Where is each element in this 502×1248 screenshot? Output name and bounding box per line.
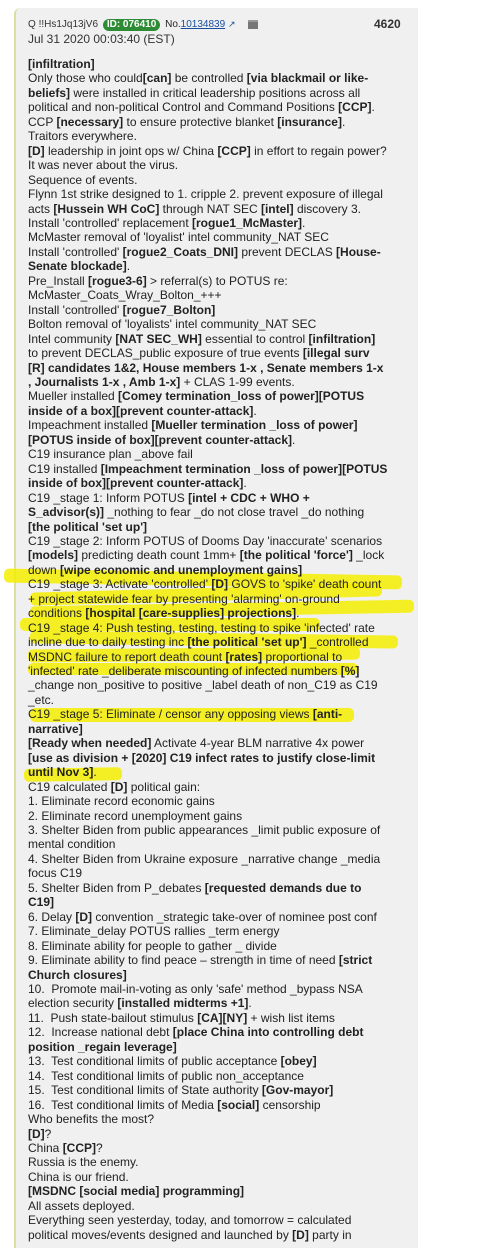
bold-text: [obey]: [280, 1054, 317, 1069]
post-line: [28, 1011, 408, 1025]
text: election security: [28, 996, 118, 1011]
bold-text: inside of box][prevent counter-attack]: [28, 476, 244, 491]
text: _nothing to fear _do not close travel _do nothing: [104, 505, 365, 520]
bold-text: [CCP]: [217, 143, 251, 158]
text: be controlled: [171, 71, 247, 86]
bold-text: inside of a box][prevent counter-attack]: [28, 403, 254, 418]
post-line: [28, 361, 408, 375]
bold-text: [%]: [340, 664, 360, 679]
text: leadership in joint ops w/ China: [44, 143, 218, 158]
post-line: [28, 259, 408, 273]
post-line: [28, 809, 408, 823]
text: Flynn 1st strike designed to 1. cripple 2. prevent exposure of illegal: [28, 187, 383, 202]
text: censorship: [259, 1097, 321, 1112]
bold-text: [Mueller termination _loss of power]: [151, 418, 358, 433]
post-line: [28, 418, 408, 432]
post-line: [28, 462, 408, 476]
text: Mueller installed: [28, 389, 119, 404]
text: to ensure protective blanket: [123, 114, 278, 129]
text: 14. Test conditional limits of public non_acceptance: [28, 1068, 304, 1083]
post-line: [28, 606, 408, 620]
bold-text: [POTUS inside of box][prevent counter-attack]: [28, 432, 293, 447]
text: political moves/events designed and launched by: [28, 1227, 293, 1242]
post-line: [28, 404, 408, 418]
text: .: [302, 215, 306, 230]
text: 5. Shelter Biden from P_debates: [28, 880, 205, 895]
text: proportional to: [262, 649, 343, 664]
bold-text: [via blackmail or like-: [246, 71, 369, 86]
post-line: [28, 144, 408, 158]
poster-id-badge[interactable]: ID: 076410: [103, 19, 160, 31]
text: Intel community: [28, 331, 116, 346]
text: MSDNC failure to report death count: [28, 649, 226, 664]
bold-text: [D]: [211, 577, 229, 592]
post-line: [28, 1040, 408, 1054]
post-line: [28, 621, 408, 635]
text: to prevent DECLAS_public exposure of true events: [28, 346, 303, 361]
text: Sequence of events.: [28, 172, 138, 187]
post-line: [28, 303, 408, 317]
post-timestamp: Jul 31 2020 00:03:40 (EST): [28, 32, 175, 46]
bold-text: [the political 'set up']: [187, 635, 307, 650]
post-line: [28, 1184, 408, 1198]
text: 8. Eliminate ability for people to gather _ divide: [28, 938, 277, 953]
bold-text: [hospital [care-supplies] projections]: [85, 606, 297, 621]
post-line: [28, 491, 408, 505]
post-line: [28, 635, 408, 649]
text: .: [93, 765, 97, 780]
bold-text: [R] candidates 1&2, House members 1-x , Senate members 1-x: [28, 360, 384, 375]
post-line: [28, 1141, 408, 1155]
text: CCP: [28, 114, 57, 129]
drop-number: 4620: [374, 17, 401, 31]
bold-text: [NAT SEC_WH]: [115, 331, 202, 346]
bold-text: [rogue2_Coats_DNI]: [122, 244, 238, 259]
post-line: [28, 910, 408, 924]
text: down: [28, 562, 61, 577]
post-line: [28, 1170, 408, 1184]
post-line: [28, 693, 408, 707]
bold-text: [CCP]: [62, 1140, 97, 1155]
post-line: [28, 968, 408, 982]
bold-text: [models]: [28, 548, 79, 563]
post-line: [28, 389, 408, 403]
text: GOVS to 'spike' death count: [228, 577, 382, 592]
post-line: [28, 751, 408, 765]
text: 12. Increase national debt: [28, 1025, 173, 1040]
bold-text: S_advisor(s)]: [28, 505, 105, 520]
text: through NAT SEC: [159, 201, 261, 216]
post-line: [28, 794, 408, 808]
text: C19 _stage 1: Inform POTUS: [28, 490, 189, 505]
post-line: [28, 100, 408, 114]
post-line: [28, 1054, 408, 1068]
external-link-icon[interactable]: ↗: [227, 19, 236, 29]
text: C19 _stage 5: Eliminate / censor any opposing views: [28, 707, 313, 722]
post-header: [28, 19, 258, 31]
text: _controlled: [306, 635, 369, 650]
text: .: [248, 996, 252, 1011]
text: .: [371, 100, 375, 115]
text: .: [126, 259, 131, 274]
text: in effort to regain power?: [250, 143, 387, 158]
post-line: [28, 765, 408, 779]
text: C19 _stage 3: Activate 'controlled': [28, 577, 212, 592]
post-line: [28, 86, 408, 100]
text: C19 insurance plan _above fail: [28, 447, 193, 462]
post-line: [28, 664, 408, 678]
tripcode: !!Hs1Jq13jV6: [38, 19, 99, 30]
text: 13. Test conditional limits of public acceptance: [28, 1054, 281, 1069]
text: C19 _stage 4: Push testing, testing, testing to spike 'infected' rate: [28, 620, 375, 635]
bold-text: position _regain leverage]: [28, 1039, 177, 1054]
post-line: [28, 837, 408, 851]
text: .: [243, 476, 247, 491]
bold-text: [Impeachment termination _loss of power][POTUS: [100, 461, 388, 476]
post-line: [28, 678, 408, 692]
bold-text: [D]: [28, 143, 45, 158]
text: Traitors everywhere.: [28, 129, 137, 144]
post-line: [28, 1199, 408, 1213]
text: .: [292, 432, 296, 447]
bold-text: [the political 'set up']: [28, 519, 148, 534]
bold-text: [insurance]: [277, 114, 342, 129]
post-line: [28, 476, 408, 490]
text: 6. Delay: [28, 909, 76, 924]
bold-text: [infiltration]: [28, 57, 95, 71]
text: were installed in critical leadership positions across all: [70, 85, 361, 100]
text: 9. Eliminate ability to find peace – strength in time of need: [28, 953, 339, 968]
post-line: [28, 375, 408, 389]
text: 1. Eliminate record economic gains: [28, 794, 215, 809]
bold-text: [D]: [292, 1227, 309, 1242]
post-line: [28, 332, 408, 346]
text: China is our friend.: [28, 1169, 129, 1184]
bold-text: [social]: [217, 1097, 260, 1112]
text: _etc.: [28, 692, 55, 707]
text: Impeachment installed: [28, 418, 152, 433]
post-line: [28, 288, 408, 302]
bold-text: [House-: [336, 244, 381, 259]
post-line: [28, 57, 408, 71]
post-line: [28, 534, 408, 548]
post-line: [28, 852, 408, 866]
bold-text: [Hussein WH CoC]: [53, 201, 160, 216]
post-line: [28, 1127, 408, 1141]
bold-text: [infiltration]: [308, 331, 376, 346]
text: Only those who could: [28, 71, 143, 86]
post-line: [28, 274, 408, 288]
bold-text: [anti-: [312, 707, 343, 722]
text: Everything seen yesterday, today, and tomorrow = calculated: [28, 1213, 352, 1228]
bold-text: [rates]: [225, 649, 263, 664]
bold-text: [Gov-mayor]: [261, 1083, 334, 1098]
text: .: [341, 114, 346, 129]
text: McMaster removal of 'loyalist' intel community_NAT SEC: [28, 230, 329, 245]
text: + wish list items: [247, 1010, 335, 1025]
post-line: [28, 1155, 408, 1169]
bold-text: [D]: [28, 1126, 45, 1141]
text: Bolton removal of 'loyalists' intel community_NAT SEC: [28, 317, 317, 332]
text: Install 'controlled': [28, 244, 123, 259]
text: political and non-political Control and Command Positions: [28, 100, 339, 115]
post-line: [28, 216, 408, 230]
post-line: [28, 548, 408, 562]
post-line: [28, 173, 408, 187]
bold-text: [CCP]: [338, 100, 372, 115]
post-line: [28, 230, 408, 244]
post-line: [28, 447, 408, 461]
post-line: [28, 1025, 408, 1039]
post-line: [28, 1069, 408, 1083]
bold-text: [requested demands due to: [204, 880, 362, 895]
text: focus C19: [28, 866, 83, 881]
text: predicting death count 1mm+: [78, 548, 240, 563]
text: 4. Shelter Biden from Ukraine exposure _narrative change _media: [28, 851, 381, 866]
post-line: [28, 592, 408, 606]
text: discovery 3.: [293, 201, 361, 216]
post-line: [28, 650, 408, 664]
text: 11. Push state-bailout stimulus: [28, 1010, 198, 1025]
text: It was never about the virus.: [28, 158, 179, 173]
post-line: [28, 563, 408, 577]
post-line: [28, 866, 408, 880]
post-line: [28, 895, 408, 909]
post-line: [28, 881, 408, 895]
post-line: [28, 1083, 408, 1097]
text: + CLAS 1-99 events.: [180, 374, 295, 389]
bold-text: [the political 'force']: [239, 548, 353, 563]
post-line: [28, 115, 408, 129]
post-line: [28, 736, 408, 750]
bold-text: beliefs]: [28, 85, 71, 100]
post-line: [28, 129, 408, 143]
bold-text: [rogue3-6]: [88, 273, 147, 288]
text: 2. Eliminate record unemployment gains: [28, 808, 243, 823]
post-no-label: No.: [165, 19, 181, 30]
text: prevent DECLAS: [238, 244, 337, 259]
post-line: [28, 346, 408, 360]
post-line: [28, 996, 408, 1010]
bold-text: Senate blockade]: [28, 259, 127, 274]
text: ?: [44, 1126, 52, 1141]
text: McMaster_Coats_Wray_Bolton_+++: [28, 288, 222, 303]
post-line: [28, 202, 408, 216]
bold-text: [CA][NY]: [197, 1010, 248, 1025]
text: Install 'controlled': [28, 302, 123, 317]
text: All assets deployed.: [28, 1198, 135, 1213]
bold-text: [can]: [142, 71, 172, 86]
post-line: [28, 520, 408, 534]
post-line: [28, 158, 408, 172]
bold-text: [place China into controlling debt: [172, 1025, 364, 1040]
text: Activate 4-year BLM narrative 4x power: [151, 736, 365, 751]
text: C19 _stage 2: Inform POTUS of Dooms Day 'inaccurate' scenarios: [28, 533, 383, 548]
bold-text: [rogue7_Bolton]: [122, 302, 216, 317]
post-line: [28, 953, 408, 967]
post-line: [28, 187, 408, 201]
bold-text: [intel + CDC + WHO +: [188, 490, 310, 505]
text: _change non_positive to positive _label death of non_C19 as C19: [28, 678, 378, 693]
text: .: [296, 606, 300, 621]
text: 7. Eliminate_delay POTUS rallies _term energy: [28, 924, 280, 939]
text: essential to control: [201, 331, 309, 346]
text: 16. Test conditional limits of Media: [28, 1097, 218, 1112]
text: 10. Promote mail-in-voting as only 'safe' method _bypass NSA: [28, 982, 363, 996]
post-line: [28, 71, 408, 85]
poster-name: Q: [28, 19, 36, 30]
text: convention _strategic take-over of nominee post conf: [92, 909, 377, 924]
text: ?: [96, 1140, 103, 1155]
text: Pre_Install: [28, 273, 89, 288]
post-line: [28, 505, 408, 519]
post-line: [28, 317, 408, 331]
text: 3. Shelter Biden from public appearances _limit public exposure of: [28, 823, 381, 838]
post-line: [28, 245, 408, 259]
bold-text: , Journalists 1-x , Amb 1-x]: [28, 374, 181, 389]
post-line: [28, 1098, 408, 1112]
folder-icon[interactable]: [248, 20, 258, 29]
text: conditions: [28, 606, 86, 621]
bold-text: [necessary]: [56, 114, 124, 129]
bold-text: C19]: [28, 895, 55, 910]
bold-text: [Comey termination_loss of power][POTUS: [118, 389, 365, 404]
text: political gain:: [127, 779, 201, 794]
bold-text: [installed midterms +1]: [117, 996, 249, 1011]
bold-text: [Ready when needed]: [28, 736, 152, 751]
text: > referral(s) to POTUS re:: [146, 273, 288, 288]
text: 15. Test conditional limits of State authority: [28, 1083, 262, 1098]
text: Who benefits the most?: [28, 1112, 155, 1127]
text: Russia is the enemy.: [28, 1155, 139, 1170]
bold-text: [strict: [338, 953, 373, 968]
bold-text: [use as division + [2020] C19 infect rates to justify close-limit: [28, 750, 376, 765]
bold-text: [rogue1_McMaster]: [192, 215, 303, 230]
text: party in: [308, 1227, 352, 1242]
post-line: [28, 780, 408, 794]
post-line: [28, 707, 408, 721]
bold-text: Church closures]: [28, 967, 127, 982]
post-line: [28, 722, 408, 736]
post-line: [28, 577, 408, 591]
text: 'infected' rate _deliberate miscounting of infected numbers: [28, 664, 341, 679]
post-line: [28, 982, 408, 996]
bold-text: [intel]: [260, 201, 294, 216]
post-line: [28, 823, 408, 837]
bold-text: [D]: [110, 779, 128, 794]
text: _lock: [352, 548, 385, 563]
text: + project statewide fear by presenting 'alarming' on-ground: [28, 591, 340, 606]
text: C19 calculated: [28, 779, 111, 794]
text: China: [28, 1140, 63, 1155]
post-line: [28, 924, 408, 938]
post-line: [28, 939, 408, 953]
bold-text: [illegal surv: [302, 346, 370, 361]
bold-text: [D]: [75, 909, 93, 924]
text: incline due to daily testing inc: [28, 635, 188, 650]
post-body: [28, 57, 408, 1242]
text: .: [253, 403, 257, 418]
bold-text: [wipe economic and unemployment gains]: [60, 562, 303, 577]
post-line: [28, 433, 408, 447]
text: Install 'controlled' replacement: [28, 215, 192, 230]
text: mental condition: [28, 837, 116, 852]
post-number-link[interactable]: 10134839: [180, 19, 226, 30]
bold-text: [MSDNC [social media] programming]: [28, 1184, 245, 1199]
post-line: [28, 1213, 408, 1227]
bold-text: narrative]: [28, 721, 83, 736]
post-line: [28, 1112, 408, 1126]
text: acts: [28, 201, 54, 216]
text: C19 installed: [28, 461, 101, 476]
bold-text: until Nov 3]: [28, 765, 94, 780]
